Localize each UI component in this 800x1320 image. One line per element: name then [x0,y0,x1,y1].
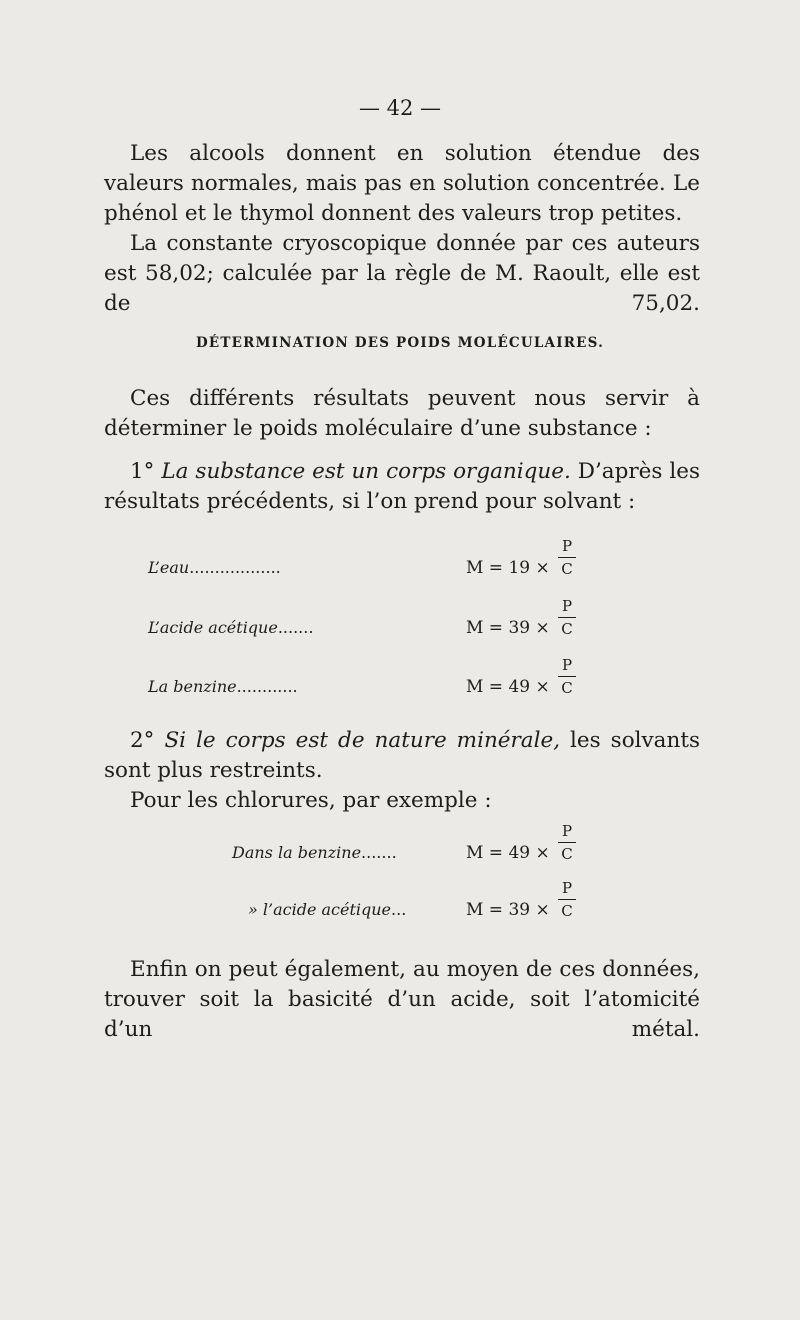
formula-row [0,538,800,598]
formula-equation: M = 39 × [466,900,550,920]
fraction-numerator: P [561,656,573,674]
paragraph-resultats: Ces différents résultats peuvent nous servir à déterminer le poids moléculaire d’une substance : [104,386,700,441]
item-2 [104,726,700,786]
formula-row [0,598,800,658]
page-number: — 42 — [358,96,442,120]
leader-dots: ....... [361,843,397,862]
formula-equation: M = 49 × [466,843,550,863]
item-1-italic: La substance est un corps organique. [161,459,571,484]
item-2-number: 2° [130,728,155,753]
item-1-number: 1° [130,459,155,484]
fraction [558,596,576,639]
section-heading: DÉTERMINATION DES POIDS MOLÉCULAIRES. [195,335,605,351]
fraction-bar [558,676,576,677]
fraction-bar [558,899,576,900]
fraction [558,821,576,864]
paragraph-chlorures: Pour les chlorures, par exemple : [130,788,492,813]
fraction [558,878,576,921]
formula-label: L’eau [148,558,190,577]
formula-row [0,880,800,940]
fraction-denominator: C [561,620,573,638]
formula-label: La benzine [148,677,237,696]
fraction [558,655,576,698]
item-2-text: les solvants sont plus restreints. [104,728,700,783]
fraction-denominator: C [561,679,573,697]
leader-dots: ....... [277,618,314,637]
item-2-italic: Si le corps est de nature minérale, [164,728,561,753]
leader-dots: ............ [236,677,298,696]
paragraph-constante: La constante cryoscopique donnée par ces auteurs est 58,02; calculée par la règle de M. Raoult, elle est de 75,02. [104,231,700,316]
fraction-numerator: P [561,822,573,840]
formula-label: » l’acide acétique [248,900,392,919]
formula-row [0,823,800,883]
item-1 [104,457,700,517]
leader-dots: ... [391,900,407,919]
leader-dots: .................. [189,558,281,577]
formula-equation: M = 49 × [466,677,550,697]
fraction-denominator: C [561,902,573,920]
formula-equation: M = 39 × [466,618,550,638]
formula-label: L’acide acétique [148,618,278,637]
fraction-bar [558,617,576,618]
paragraph-enfin: Enfin on peut également, au moyen de ces données, trouver soit la basicité d’un acide, soit l’atomicité d’un métal. [104,957,700,1042]
formula-label: Dans la benzine [232,843,362,862]
fraction-numerator: P [561,597,573,615]
fraction-denominator: C [561,560,573,578]
fraction-denominator: C [561,845,573,863]
formula-row [0,657,800,717]
formula-equation: M = 19 × [466,558,550,578]
item-1-text: D’après les résultats précédents, si l’on prend pour solvant : [104,459,701,514]
fraction-numerator: P [561,879,573,897]
paragraph-alcools: Les alcools donnent en solution étendue des valeurs normales, mais pas en solution concentrée. Le phénol et le thymol donnent des valeurs trop petites. [104,141,700,226]
fraction-bar [558,842,576,843]
fraction [558,536,576,579]
fraction-bar [558,557,576,558]
fraction-numerator: P [561,537,573,555]
